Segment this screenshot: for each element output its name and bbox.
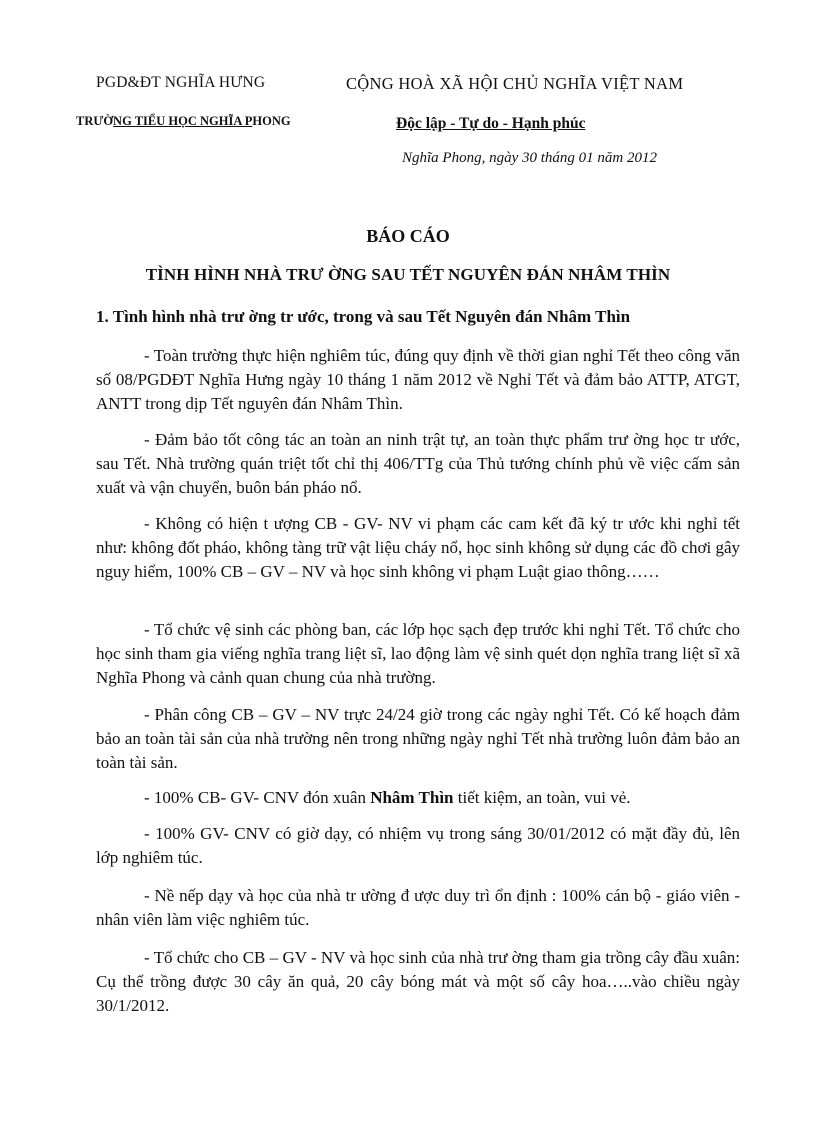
paragraph-6-start: - 100% CB- GV- CNV đón xuân: [144, 788, 371, 807]
header-right-country: CỘNG HOÀ XÃ HỘI CHỦ NGHĨA VIỆT NAM: [346, 74, 684, 93]
header-right-motto: Độc lập - Tự do - Hạnh phúc: [396, 115, 586, 132]
paragraph-1: - Toàn trường thực hiện nghiêm túc, đúng quy định về thời gian nghỉ Tết theo công văn số 08/PGDĐT Nghĩa Hưng ngày 10 tháng 1 năm 2012 về Nghỉ Tết và đảm bảo ATTP, ATGT, ANTT trong dịp Tết nguyên đán Nhâm Thìn.: [96, 346, 740, 413]
school-name-prefix: TRƯỜ: [76, 114, 114, 128]
header-left-school: [76, 114, 291, 129]
paragraph-3: - Không có hiện t ượng CB - GV- NV vi phạm các cam kết đã ký tr ước khi nghỉ tết như: không đốt pháo, không tàng trữ vật liệu cháy nổ, học sinh không sử dụng các đồ chơi gây nguy hiểm, 100% CB – GV – NV và học sinh không vi phạm Luật giao thông……: [96, 514, 740, 581]
paragraph-6-bold: Nhâm Thìn: [370, 788, 454, 807]
paragraph-9: - Tổ chức cho CB – GV - NV và học sinh của nhà trư ờng tham gia trồng cây đầu xuân: Cụ thể trồng được 30 cây ăn quả, 20 cây bóng mát và một số cây hoa…..vào chiều ngày 30/1/2012.: [96, 948, 740, 1015]
document-subtitle: TÌNH HÌNH NHÀ TRƯ ỜNG SAU TẾT NGUYÊN ĐÁN NHÂM THÌN: [145, 265, 671, 284]
header-left-org: PGD&ĐT NGHĨA HƯNG: [96, 74, 266, 91]
school-name-underlined: NG TIỂU HỌC NGHĨA P: [113, 114, 253, 128]
paragraph-6: [96, 786, 740, 810]
document-date: Nghĩa Phong, ngày 30 tháng 01 năm 2012: [402, 150, 657, 166]
document-title: BÁO CÁO: [366, 226, 450, 246]
paragraph-7: - 100% GV- CNV có giờ dạy, có nhiệm vụ trong sáng 30/01/2012 có mặt đầy đủ, lên lớp nghiêm túc.: [96, 824, 740, 867]
school-name-suffix: HONG: [252, 114, 291, 128]
paragraph-6-end: tiết kiệm, an toàn, vui vẻ.: [453, 788, 631, 807]
section-heading: 1. Tình hình nhà trư ờng tr ước, trong và sau Tết Nguyên đán Nhâm Thìn: [96, 307, 631, 326]
paragraph-8: - Nề nếp dạy và học của nhà tr ường đ ược duy trì ổn định : 100% cán bộ - giáo viên - nhân viên làm việc nghiêm túc.: [96, 886, 740, 929]
paragraph-5: - Phân công CB – GV – NV trực 24/24 giờ trong các ngày nghỉ Tết. Có kế hoạch đảm bảo an toàn tài sản của nhà trường nên trong những ngày nghỉ Tết nhà trường luôn đảm bảo an toàn tài sản.: [96, 705, 740, 772]
paragraph-2: - Đảm bảo tốt công tác an toàn an ninh trật tự, an toàn thực phẩm trư ờng học tr ước, sau Tết. Nhà trường quán triệt tốt chỉ thị 406/TTg của Thủ tướng chính phủ về việc cấm sản xuất và vận chuyển, buôn bán pháo nổ.: [96, 430, 740, 497]
paragraph-4: - Tổ chức vệ sinh các phòng ban, các lớp học sạch đẹp trước khi nghỉ Tết. Tổ chức cho học sinh tham gia viếng nghĩa trang liệt sĩ, lao động làm vệ sinh quét dọn nghĩa trang liệt sĩ xã Nghĩa Phong và cảnh quan chung của nhà trường.: [96, 620, 740, 687]
